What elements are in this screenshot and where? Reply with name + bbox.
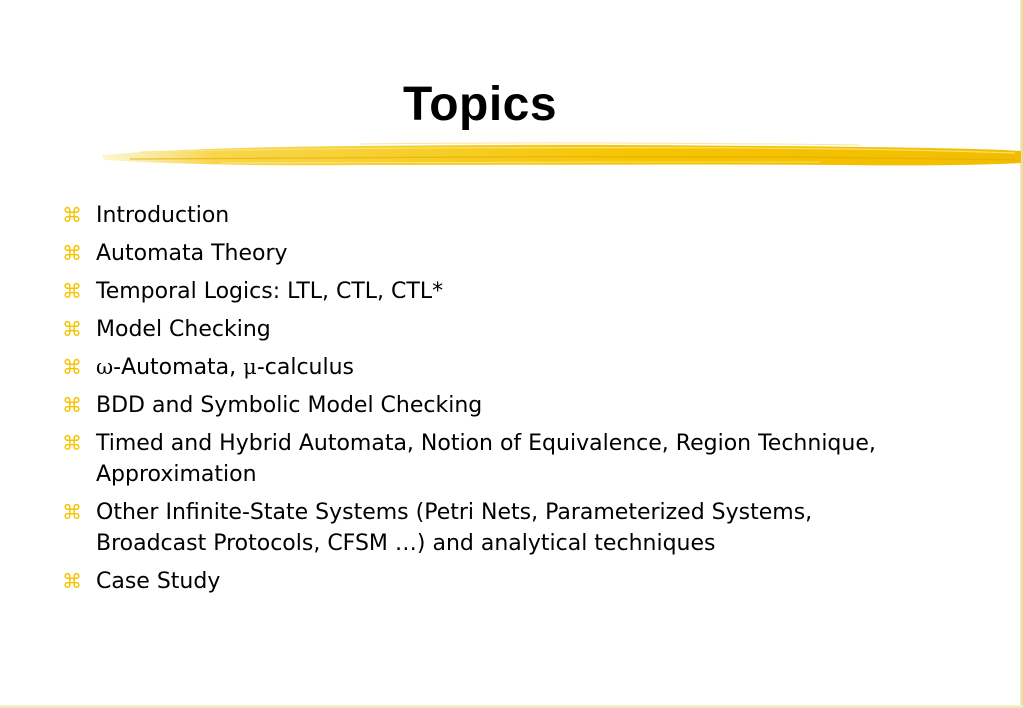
bullet-icon: ⌘ (62, 241, 82, 265)
omega-symbol: ω (96, 355, 114, 379)
list-item-text-part1: -Automata, (113, 355, 244, 380)
mu-symbol: μ (243, 355, 257, 379)
list-item-case-study (62, 566, 962, 597)
list-item-timed-hybrid-automata (62, 428, 962, 490)
list-item-bdd (62, 390, 962, 421)
bullet-icon: ⌘ (62, 431, 82, 455)
bullet-icon: ⌘ (62, 569, 82, 593)
list-item-introduction (62, 200, 962, 231)
bullet-icon: ⌘ (62, 279, 82, 303)
bullet-icon: ⌘ (62, 500, 82, 524)
bullet-icon: ⌘ (62, 317, 82, 341)
list-item-text: BDD and Symbolic Model Checking (96, 393, 483, 418)
bullet-icon: ⌘ (62, 203, 82, 227)
list-item-text: Introduction (96, 203, 230, 228)
list-item-text-line2: Approximation (96, 462, 257, 487)
list-item-omega-automata (62, 352, 962, 383)
list-item-text: Case Study (96, 569, 221, 594)
bullet-icon: ⌘ (62, 393, 82, 417)
list-item-automata-theory (62, 238, 962, 269)
title-underline-brushstroke (100, 138, 1023, 174)
slide-title: Topics (402, 78, 558, 131)
list-item-text: Automata Theory (96, 241, 288, 266)
list-item-text-part2: -calculus (256, 355, 354, 380)
list-item-text-line1: Other Infinite-State Systems (Petri Nets, Parameterized Systems, (96, 500, 813, 525)
list-item-temporal-logics (62, 276, 962, 307)
list-item-text-line1: Timed and Hybrid Automata, Notion of Equivalence, Region Technique, (96, 431, 876, 456)
list-item-text-line2: Broadcast Protocols, CFSM …) and analytical techniques (96, 531, 716, 556)
list-item-model-checking (62, 314, 962, 345)
list-item-infinite-state-systems (62, 497, 962, 559)
list-item-text: Temporal Logics: LTL, CTL, CTL* (96, 279, 444, 304)
list-item-text: Model Checking (96, 317, 271, 342)
bullet-icon: ⌘ (62, 355, 82, 379)
topics-list (62, 200, 962, 604)
